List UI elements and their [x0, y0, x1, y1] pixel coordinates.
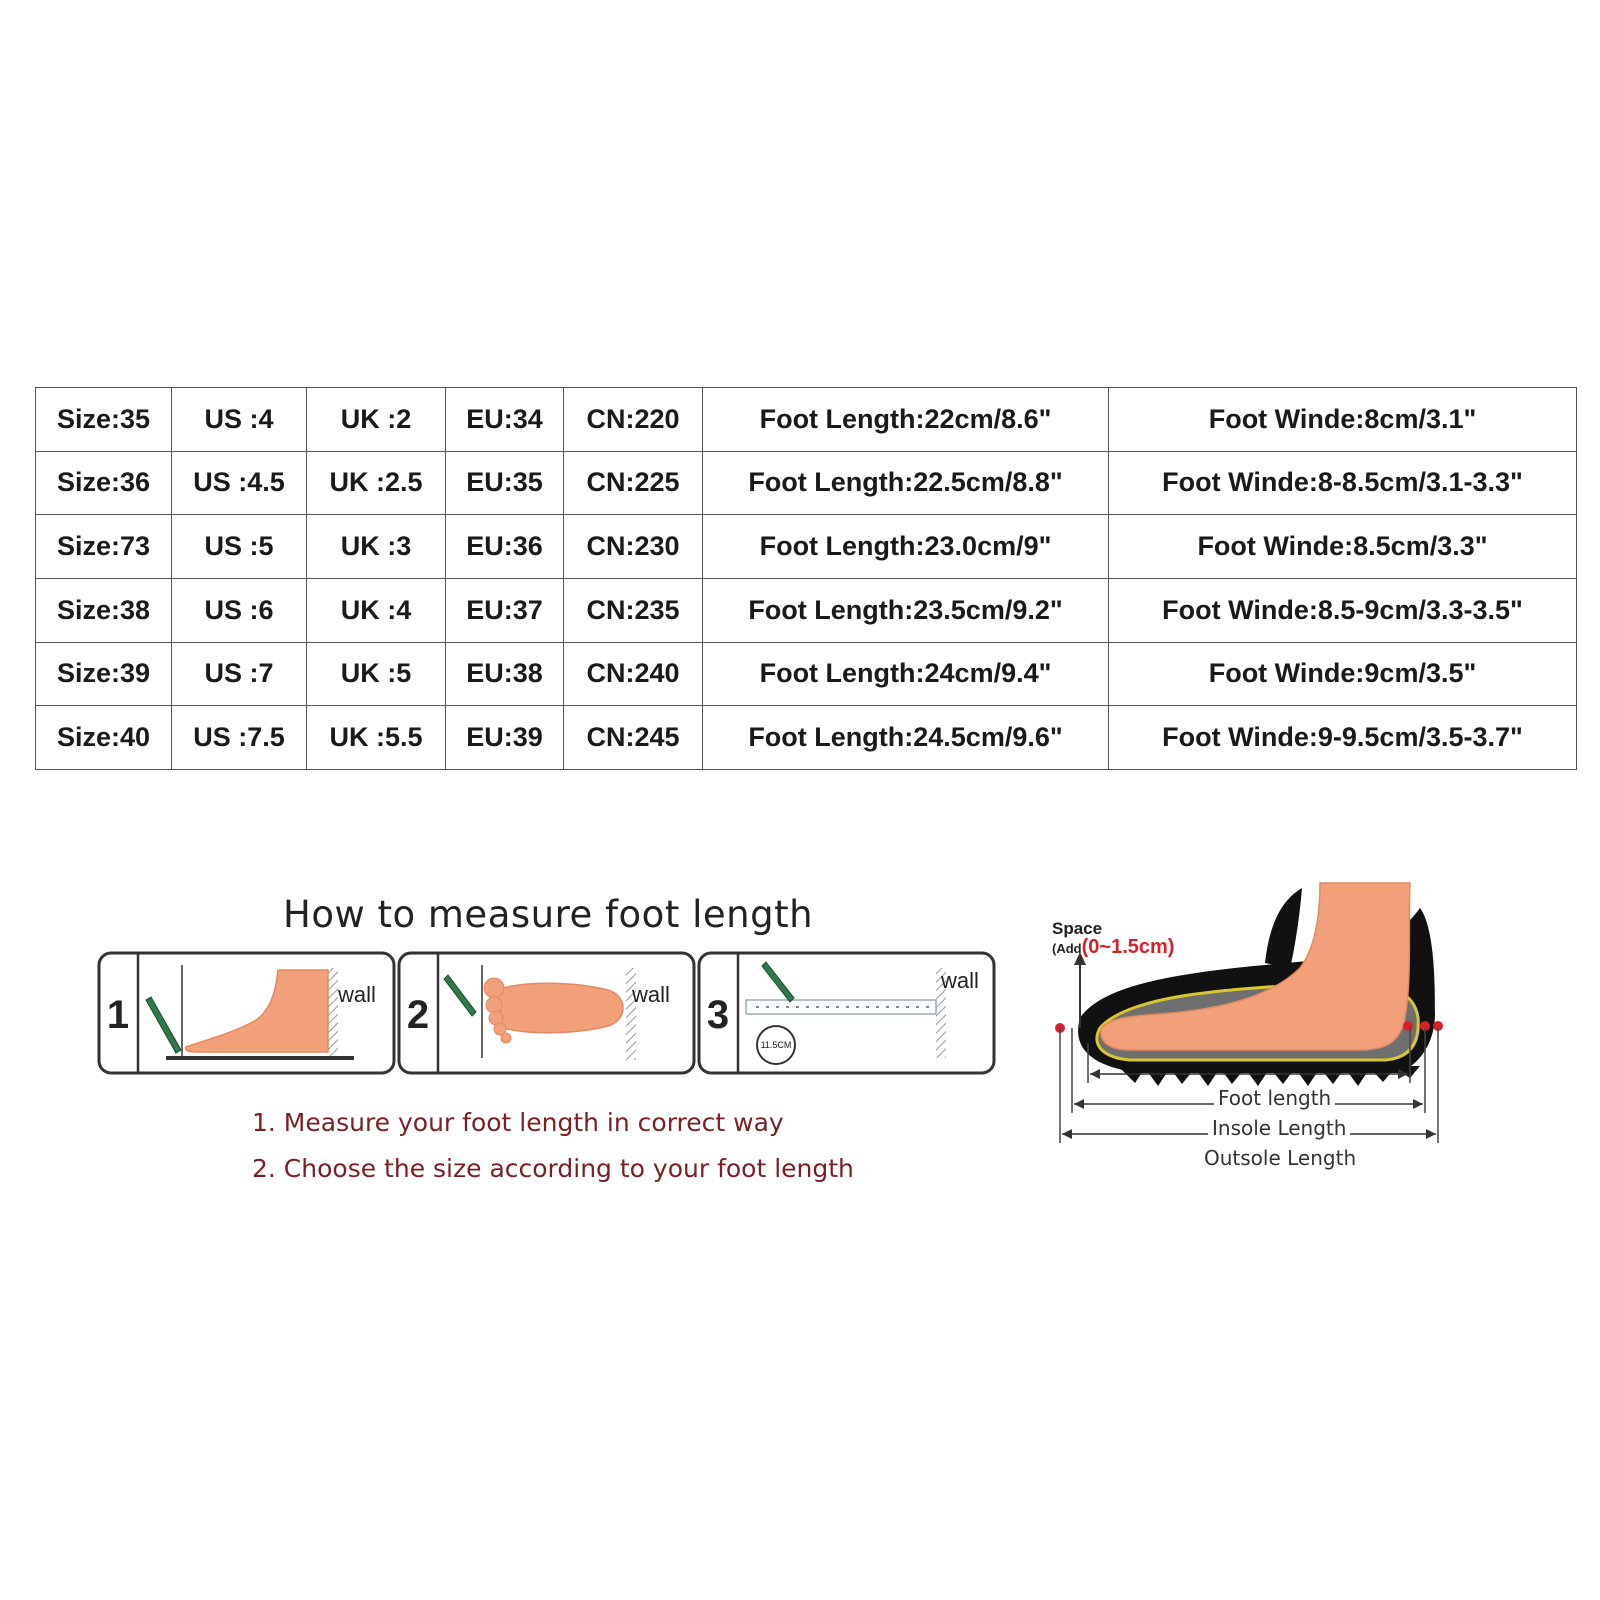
space-add-prefix: (Add: [1052, 941, 1082, 956]
table-cell: CN:230: [564, 515, 703, 579]
measure-title: How to measure foot length: [283, 893, 814, 936]
instruction-1: 1. Measure your foot length in correct way: [252, 1108, 784, 1137]
table-cell: EU:38: [446, 642, 564, 706]
table-cell: Size:73: [36, 515, 172, 579]
table-cell: CN:240: [564, 642, 703, 706]
table-row: [36, 642, 1577, 706]
table-cell: US :4.5: [172, 451, 307, 515]
table-cell: Foot Winde:8-8.5cm/3.1-3.3": [1109, 451, 1577, 515]
table-cell: EU:34: [446, 388, 564, 452]
table-cell: EU:36: [446, 515, 564, 579]
table-cell: UK :3: [307, 515, 446, 579]
table-cell: UK :5: [307, 642, 446, 706]
table-row: [36, 388, 1577, 452]
step-3-number: 3: [706, 993, 730, 1037]
space-title: Space: [1052, 919, 1103, 938]
shoe-heel-collar: [1265, 888, 1302, 968]
table-cell: Size:40: [36, 706, 172, 770]
table-cell: UK :5.5: [307, 706, 446, 770]
table-cell: Foot Winde:9-9.5cm/3.5-3.7": [1109, 706, 1577, 770]
table-cell: Foot Winde:9cm/3.5": [1109, 642, 1577, 706]
step-3-panel: [699, 953, 994, 1073]
size-table: [35, 387, 1577, 770]
table-cell: US :7: [172, 642, 307, 706]
table-cell: UK :2: [307, 388, 446, 452]
step-3-wall-label: wall: [941, 968, 979, 993]
table-cell: EU:39: [446, 706, 564, 770]
ruler-label: 11.5CM: [760, 1040, 792, 1050]
table-cell: Foot Winde:8.5cm/3.3": [1109, 515, 1577, 579]
table-cell: CN:225: [564, 451, 703, 515]
table-cell: Foot Length:24.5cm/9.6": [703, 706, 1109, 770]
step-1-panel: [99, 953, 394, 1073]
table-cell: Foot Length:23.0cm/9": [703, 515, 1109, 579]
measure-steps-illustration: [96, 950, 1016, 1080]
table-cell: Size:38: [36, 578, 172, 642]
table-cell: US :7.5: [172, 706, 307, 770]
table-cell: CN:245: [564, 706, 703, 770]
table-cell: Foot Winde:8cm/3.1": [1109, 388, 1577, 452]
table-cell: Foot Length:22cm/8.6": [703, 388, 1109, 452]
outsole-length-label: Outsole Length: [1200, 1146, 1360, 1170]
table-cell: Size:36: [36, 451, 172, 515]
table-cell: CN:235: [564, 578, 703, 642]
table-row: [36, 515, 1577, 579]
step-2-number: 2: [406, 993, 430, 1037]
table-cell: CN:220: [564, 388, 703, 452]
table-cell: Foot Winde:8.5-9cm/3.3-3.5": [1109, 578, 1577, 642]
space-add-value: (0~1.5cm): [1081, 936, 1175, 958]
step-1-wall-label: wall: [338, 982, 376, 1007]
table-row: [36, 578, 1577, 642]
table-cell: UK :4: [307, 578, 446, 642]
table-row: [36, 451, 1577, 515]
foot-length-label: Foot length: [1214, 1086, 1335, 1110]
step-2-wall-label: wall: [632, 982, 670, 1007]
table-cell: Size:39: [36, 642, 172, 706]
instructions: [252, 1100, 854, 1192]
step-1-number: 1: [106, 993, 130, 1037]
table-cell: EU:37: [446, 578, 564, 642]
table-row: [36, 706, 1577, 770]
insole-length-label: Insole Length: [1208, 1116, 1350, 1140]
top-foot-icon: [496, 983, 623, 1033]
table-cell: Foot Length:24cm/9.4": [703, 642, 1109, 706]
table-cell: UK :2.5: [307, 451, 446, 515]
table-cell: US :4: [172, 388, 307, 452]
step-2-panel: [399, 953, 694, 1073]
table-cell: US :6: [172, 578, 307, 642]
instruction-2: 2. Choose the size according to your foot length: [252, 1154, 854, 1183]
space-label: [1052, 920, 1174, 957]
table-cell: Foot Length:22.5cm/8.8": [703, 451, 1109, 515]
table-cell: EU:35: [446, 451, 564, 515]
table-cell: Size:35: [36, 388, 172, 452]
table-cell: US :5: [172, 515, 307, 579]
table-cell: Foot Length:23.5cm/9.2": [703, 578, 1109, 642]
